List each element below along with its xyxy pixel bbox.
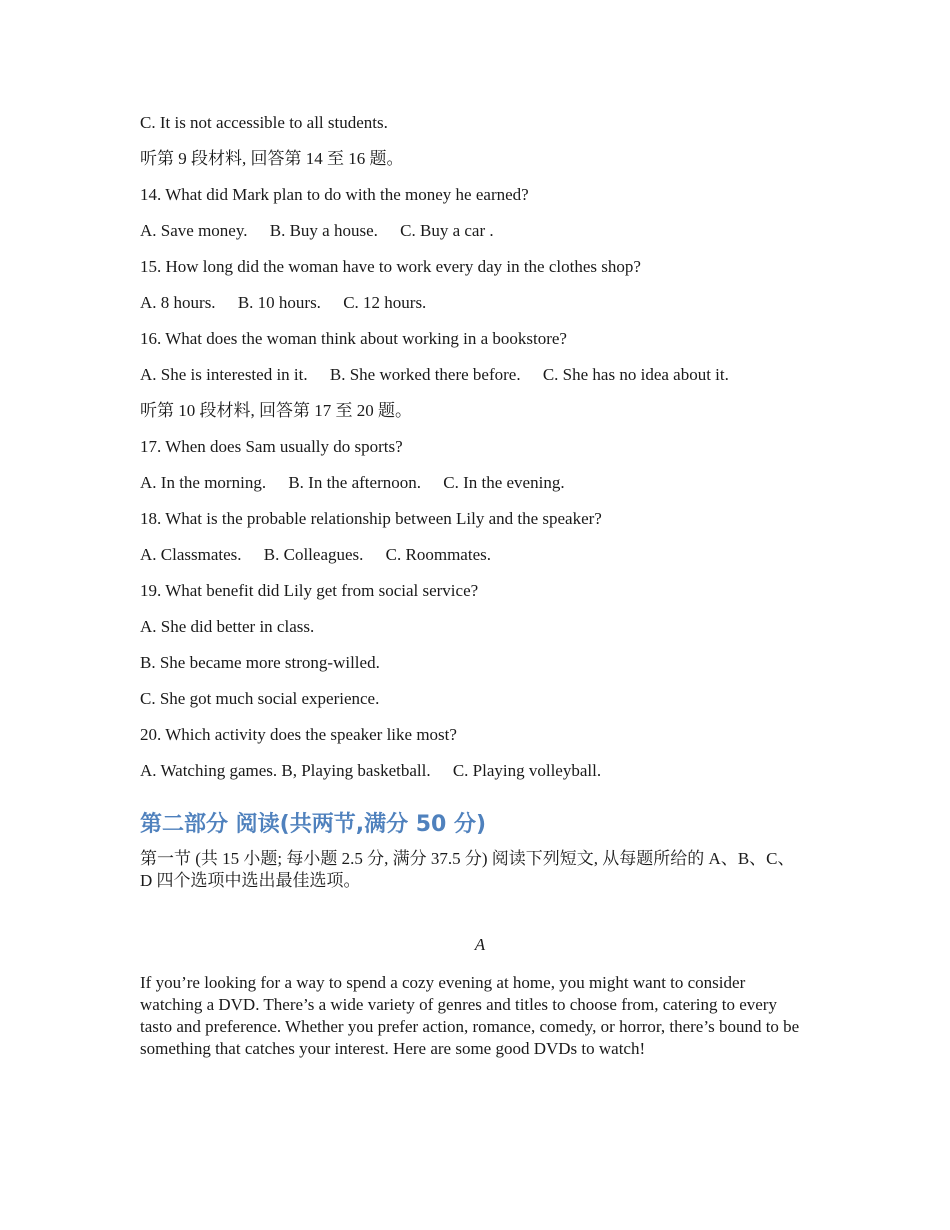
option-c: C. Buy a car . xyxy=(400,221,494,240)
question-15-options xyxy=(140,292,820,314)
question-18-options xyxy=(140,544,820,566)
part-2-heading: 第二部分 阅读(共两节,满分 50 分) xyxy=(140,812,487,837)
section-10-instruction: 听第 10 段材料, 回答第 17 至 20 题。 xyxy=(140,401,412,420)
document-page xyxy=(140,112,820,1060)
question-20: 20. Which activity does the speaker like most? xyxy=(140,725,457,744)
q13-option-c: C. It is not accessible to all students. xyxy=(140,113,388,132)
option-b: B. She worked there before. xyxy=(329,365,521,384)
option-a: A. Classmates. xyxy=(140,545,242,564)
part-2-instruction: 第一节 (共 15 小题; 每小题 2.5 分, 满分 37.5 分) 阅读下列短文, 从每题所给的 A、B、C、D 四个选项中选出最佳选项。 xyxy=(140,849,795,890)
option-b: B. Colleagues. xyxy=(263,545,364,564)
question-14-options xyxy=(140,220,820,242)
question-20-options xyxy=(140,760,820,782)
option-c: C. Roommates. xyxy=(385,545,491,564)
question-19: 19. What benefit did Lily get from social service? xyxy=(140,581,479,600)
option-a-b: A. Watching games. B, Playing basketball. xyxy=(140,761,431,780)
option-a: A. 8 hours. xyxy=(140,293,216,312)
option-b: B. In the afternoon. xyxy=(288,473,421,492)
option-c: C. Playing volleyball. xyxy=(452,761,602,780)
question-18: 18. What is the probable relationship between Lily and the speaker? xyxy=(140,509,602,528)
option-c: C. 12 hours. xyxy=(343,293,427,312)
question-16: 16. What does the woman think about working in a bookstore? xyxy=(140,329,567,348)
question-19-option-c: C. She got much social experience. xyxy=(140,689,380,708)
question-14: 14. What did Mark plan to do with the money he earned? xyxy=(140,185,529,204)
option-b: B. 10 hours. xyxy=(237,293,321,312)
option-a: A. In the morning. xyxy=(140,473,267,492)
question-17: 17. When does Sam usually do sports? xyxy=(140,437,403,456)
question-15: 15. How long did the woman have to work every day in the clothes shop? xyxy=(140,257,641,276)
passage-title: A xyxy=(474,935,486,954)
option-b: B. Buy a house. xyxy=(269,221,378,240)
option-c: C. She has no idea about it. xyxy=(542,365,729,384)
question-16-options xyxy=(140,364,820,386)
passage-text: If you’re looking for a way to spend a cozy evening at home, you might want to consider watching a DVD. There’s a wide variety of genres and titles to choose from, catering to every tasto and preference. Whether you prefer action, romance, comedy, or horror, there’s bound to be something that catches your interest. Here are some good DVDs to watch! xyxy=(140,973,800,1058)
option-a: A. Save money. xyxy=(140,221,248,240)
option-a: A. She is interested in it. xyxy=(140,365,308,384)
question-19-option-a: A. She did better in class. xyxy=(140,617,315,636)
question-19-option-b: B. She became more strong-willed. xyxy=(140,653,380,672)
option-c: C. In the evening. xyxy=(443,473,565,492)
question-17-options xyxy=(140,472,820,494)
section-9-instruction: 听第 9 段材料, 回答第 14 至 16 题。 xyxy=(140,149,404,168)
